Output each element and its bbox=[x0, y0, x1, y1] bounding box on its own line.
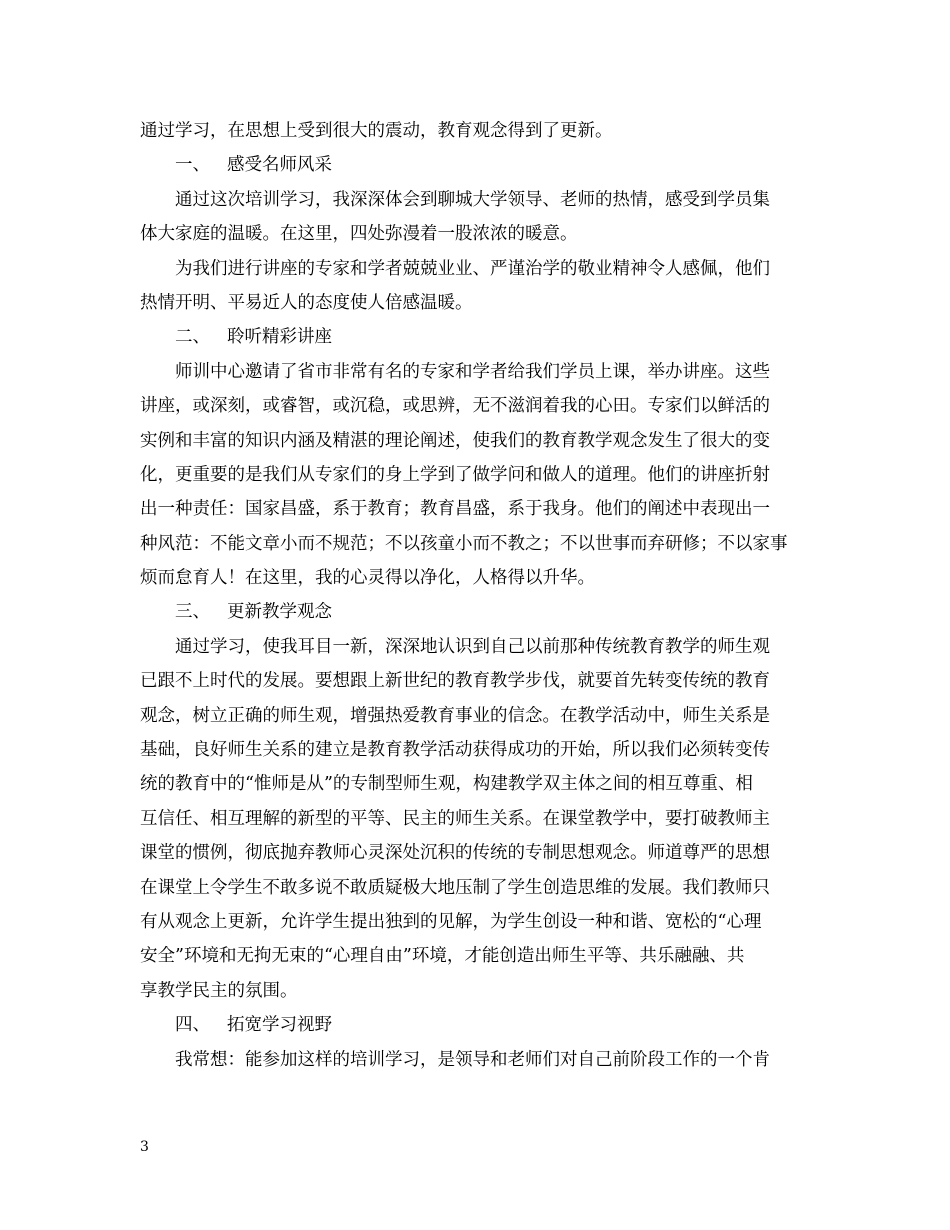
page-number: 3 bbox=[140, 1139, 149, 1155]
section-title: 更新教学观念 bbox=[227, 602, 332, 623]
paragraph-line: 观念，树立正确的师生观，增强热爱教育事业的信念。在教学活动中，师生关系是 bbox=[140, 705, 770, 726]
paragraph-line: 互信任、相互理解的新型的平等、民主的师生关系。在课堂教学中，要打破教师主 bbox=[140, 808, 770, 829]
section-heading bbox=[140, 1008, 814, 1042]
section-number: 三、 bbox=[175, 602, 210, 623]
paragraph-line: 种风范：不能文章小而不规范；不以孩童小而不教之；不以世事而弃研修；不以家事 bbox=[140, 533, 788, 554]
section-title: 聆听精彩讲座 bbox=[227, 327, 332, 348]
paragraph-line: 课堂的惯例，彻底抛弃教师心灵深处沉积的传统的专制思想观念。师道尊严的思想 bbox=[140, 843, 770, 864]
section-number: 一、 bbox=[175, 155, 210, 176]
document-body bbox=[140, 114, 814, 1077]
paragraph-line: 统的教育中的“惟师是从”的专制型师生观，构建教学双主体之间的相互尊重、相 bbox=[140, 774, 753, 795]
paragraph-line: 热情开明、平易近人的态度使人倍感温暖。 bbox=[140, 292, 473, 313]
paragraph-line: 我常想：能参加这样的培训学习，是领导和老师们对自己前阶段工作的一个肯 bbox=[175, 1049, 770, 1070]
section-heading bbox=[140, 595, 814, 629]
section-number: 四、 bbox=[175, 1015, 210, 1036]
section-heading bbox=[140, 320, 814, 354]
section-title: 拓宽学习视野 bbox=[227, 1015, 332, 1036]
section-heading bbox=[140, 148, 814, 182]
paragraph-line: 安全”环境和无拘无束的“心理自由”环境，才能创造出师生平等、共乐融融、共 bbox=[140, 946, 745, 967]
paragraph-line: 通过这次培训学习，我深深体会到聊城大学领导、老师的热情，感受到学员集 bbox=[175, 189, 770, 210]
paragraph-line: 有从观念上更新，允许学生提出独到的见解，为学生创设一种和谐、宽松的“心理 bbox=[140, 911, 762, 932]
paragraph-line: 享教学民主的氛围。 bbox=[140, 980, 298, 1001]
section-title: 感受名师风采 bbox=[227, 155, 332, 176]
paragraph-line: 已跟不上时代的发展。要想跟上新世纪的教育教学步伐，就要首先转变传统的教育 bbox=[140, 671, 770, 692]
paragraph-line: 通过学习，使我耳目一新，深深地认识到自己以前那种传统教育教学的师生观 bbox=[175, 636, 770, 657]
section-number: 二、 bbox=[175, 327, 210, 348]
paragraph-line: 师训中心邀请了省市非常有名的专家和学者给我们学员上课，举办讲座。这些 bbox=[175, 361, 770, 382]
paragraph-line: 基础，良好师生关系的建立是教育教学活动获得成功的开始，所以我们必须转变传 bbox=[140, 740, 770, 761]
paragraph-line: 化，更重要的是我们从专家们的身上学到了做学问和做人的道理。他们的讲座折射 bbox=[140, 464, 770, 485]
paragraph-line: 烦而怠育人！在这里，我的心灵得以净化，人格得以升华。 bbox=[140, 568, 595, 589]
paragraph-line: 在课堂上令学生不敢多说不敢质疑极大地压制了学生创造思维的发展。我们教师只 bbox=[140, 877, 770, 898]
paragraph-line: 出一种责任：国家昌盛，系于教育；教育昌盛，系于我身。他们的阐述中表现出一 bbox=[140, 499, 770, 520]
paragraph-line: 讲座，或深刻，或睿智，或沉稳，或思辨，无不滋润着我的心田。专家们以鲜活的 bbox=[140, 396, 770, 417]
paragraph-line: 体大家庭的温暖。在这里，四处弥漫着一股浓浓的暖意。 bbox=[140, 224, 578, 245]
paragraph-line: 为我们进行讲座的专家和学者兢兢业业、严谨治学的敬业精神令人感佩，他们 bbox=[175, 258, 770, 279]
paragraph-line: 通过学习，在思想上受到很大的震动，教育观念得到了更新。 bbox=[140, 121, 613, 141]
paragraph-line: 实例和丰富的知识内涵及精湛的理论阐述，使我们的教育教学观念发生了很大的变 bbox=[140, 430, 770, 451]
